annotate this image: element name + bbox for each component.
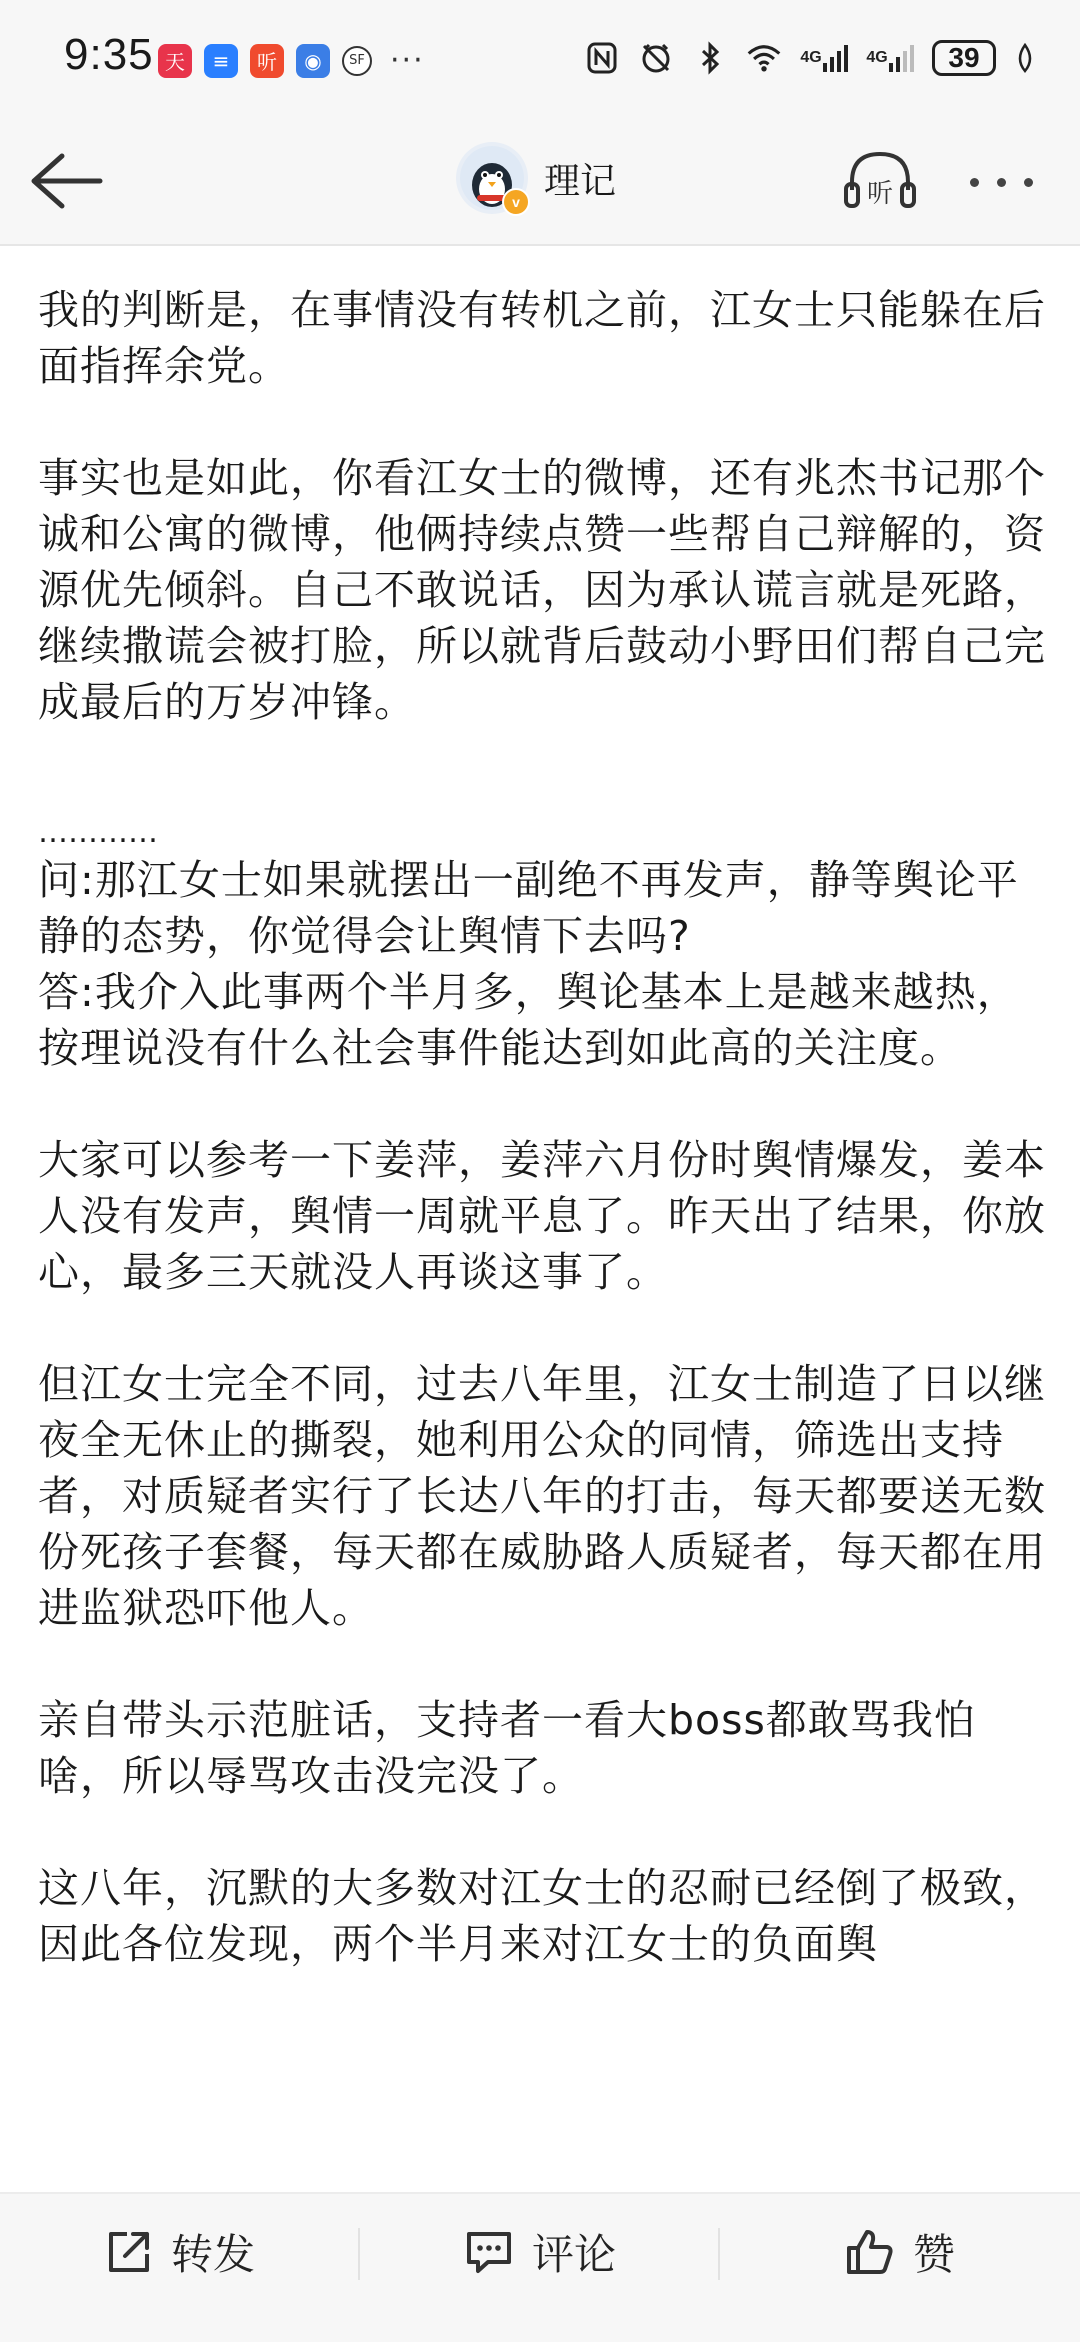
system-icons [584,40,1036,76]
repost-label: 转发 [170,2230,255,2279]
article-paragraph: 事实也是如此，你看江女士的微博，还有兆杰书记那个诚和公寓的微博，他俩持续点赞一些帮自己辩解的，资源优先倾斜。自己不敢说话，因为承认谎言就是死路，继续撒谎会被打脸，所以就背后鼓动小野田们帮自己完成最后的万岁冲锋。 [38,454,1046,726]
shopping-app-icon: 天 [158,44,192,78]
more-dot [1024,178,1033,187]
nfc-icon [584,40,620,76]
article-separator: ………… [38,815,158,850]
signal-2-icon: 4G [866,40,914,76]
signal-1-icon: 4G [800,40,848,76]
more-options-button[interactable] [970,162,1060,202]
answer-paragraph: 答:我介入此事两个半月多，舆论基本上是越来越热，按理说没有什么社会事件能达到如此高的关注度。 [38,968,1019,1072]
like-button[interactable] [720,2194,1080,2310]
listen-label: 听 [866,179,894,209]
bluetooth-icon [692,40,728,76]
leaf-icon [1014,40,1036,76]
listen-app-icon: 听 [250,44,284,78]
question-paragraph: 问:那江女士如果就摆出一副绝不再发声，静等舆论平静的态势，你觉得会让舆情下去吗? [38,856,1019,960]
wifi-icon [746,40,782,76]
article-paragraph: 但江女士完全不同，过去八年里，江女士制造了日以继夜全无休止的撕裂，她利用公众的同情，筛选出支持者，对质疑者实行了长达八年的打击，每天都要送无数份死孩子套餐，每天都在威胁路人质疑者，每天都在用进监狱恐吓他人。 [38,1360,1046,1632]
article-body [38,282,1048,1972]
status-bar [0,0,1080,118]
sf-app-icon: SF [342,46,372,76]
avatar[interactable] [456,142,528,214]
repost-button[interactable] [0,2194,360,2310]
voice-app-icon: ≡ [204,44,238,78]
notification-icons [158,43,425,78]
more-dot [997,178,1006,187]
comment-icon [464,2228,514,2276]
thumbs-up-icon [845,2228,895,2276]
bottom-action-bar [0,2192,1080,2342]
article-paragraph: 大家可以参考一下姜萍，姜萍六月份时舆情爆发，姜本人没有发声，舆情一周就平息了。昨天出了结果，你放心，最多三天就没人再谈这事了。 [38,1136,1046,1296]
share-icon [105,2228,153,2276]
more-notifications-icon: ··· [390,43,425,78]
status-time: 9:35 [64,30,154,79]
author-name[interactable]: 理记 [544,160,617,202]
more-dot [970,178,979,187]
article-paragraph: 我的判断是，在事情没有转机之前，江女士只能躲在后面指挥余党。 [38,286,1046,390]
post-header [0,118,1080,246]
verified-badge: v [502,188,530,216]
battery-icon: 39 [932,40,996,76]
back-button[interactable] [26,146,106,216]
alarm-off-icon [638,40,674,76]
like-label: 赞 [912,2230,955,2279]
comment-button[interactable] [360,2194,720,2310]
article-paragraph: 亲自带头示范脏话，支持者一看大boss都敢骂我怕啥，所以辱骂攻击没完没了。 [38,1696,976,1800]
comment-label: 评论 [531,2230,616,2279]
listen-button[interactable] [840,144,920,218]
shield-app-icon: ◉ [296,44,330,78]
author-profile[interactable] [456,142,616,214]
article-paragraph: 这八年，沉默的大多数对江女士的忍耐已经倒了极致，因此各位发现，两个半月来对江女士的负面舆 [38,1864,1046,1968]
